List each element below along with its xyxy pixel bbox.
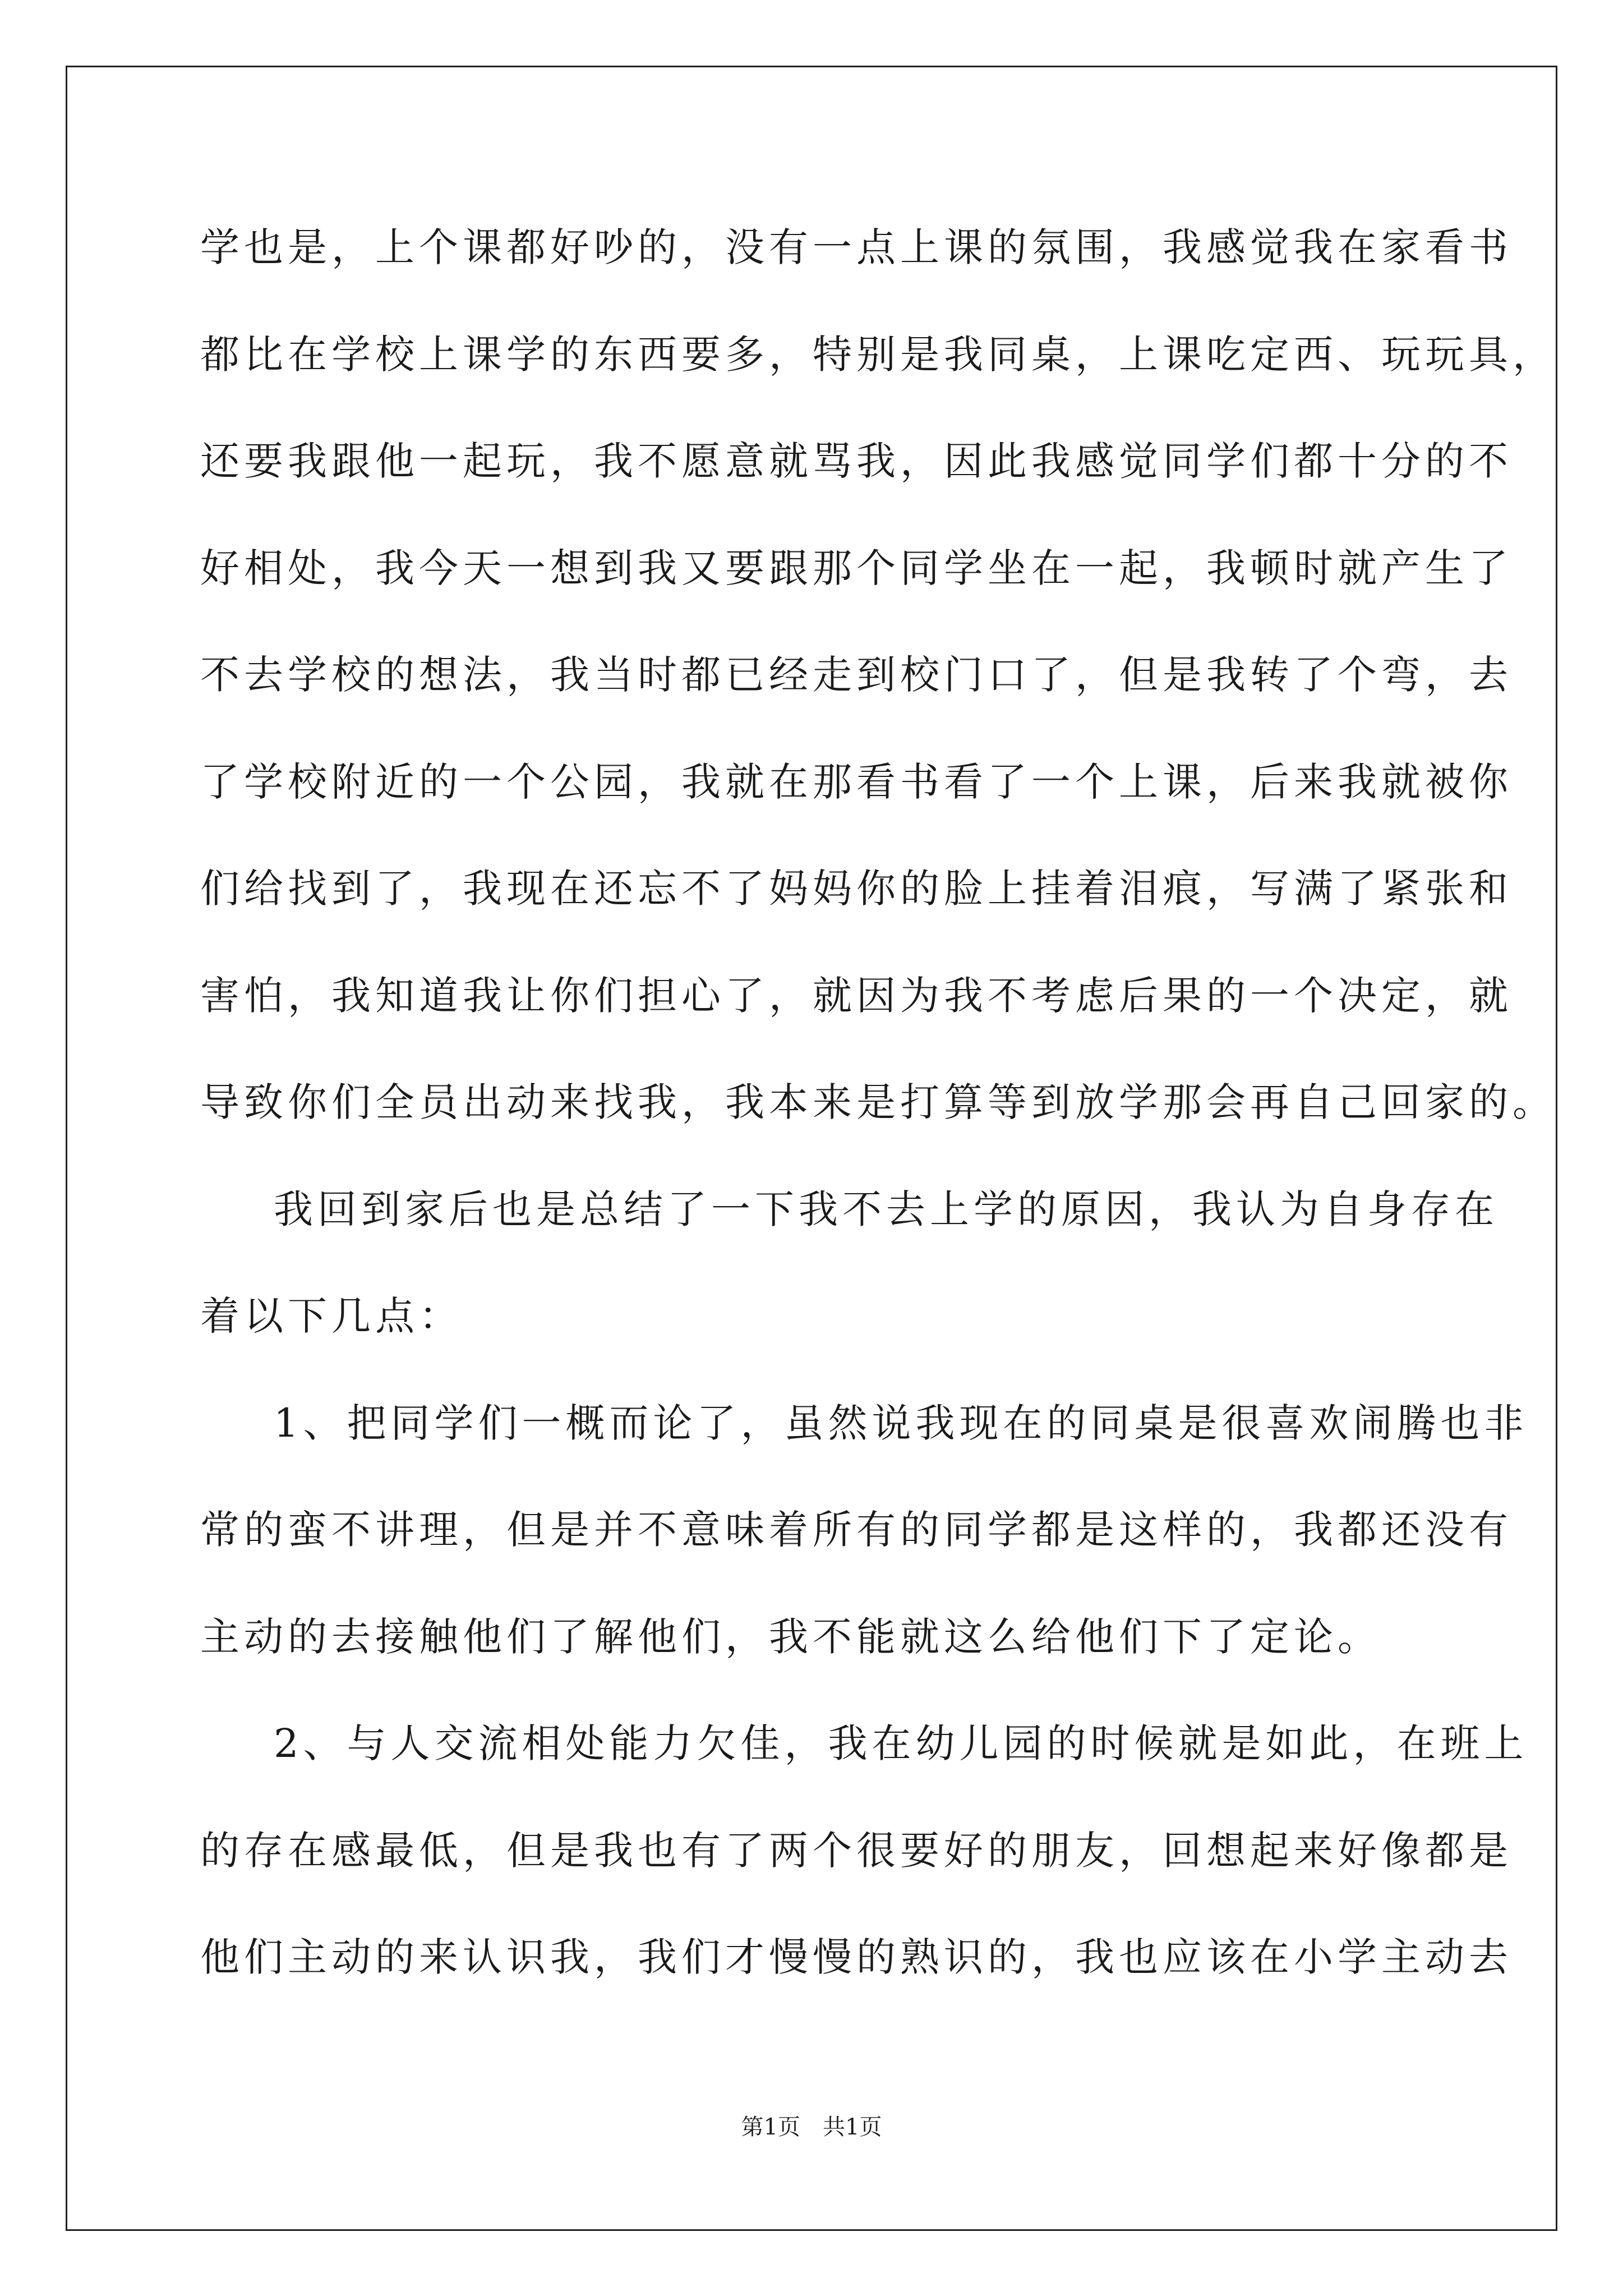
text-line: 2、与人交流相处能力欠佳，我在幼儿园的时候就是如此，在班上 [274,1720,1528,1766]
text-line: 不去学校的想法，我当时都已经走到校门口了，但是我转了个弯，去 [200,652,1513,698]
text-line: 常的蛮不讲理，但是并不意味着所有的同学都是这样的，我都还没有 [200,1507,1513,1553]
text-line: 导致你们全员出动来找我，我本来是打算等到放学那会再自己回家的。 [200,1079,1556,1125]
page-border [66,66,1557,2231]
text-line: 我回到家后也是总结了一下我不去上学的原因，我认为自身存在 [274,1186,1498,1232]
text-line: 学也是，上个课都好吵的，没有一点上课的氛围，我感觉我在家看书 [200,224,1513,270]
text-line: 好相处，我今天一想到我又要跟那个同学坐在一起，我顿时就产生了 [200,545,1513,591]
text-line: 害怕，我知道我让你们担心了，就因为我不考虑后果的一个决定，就 [200,973,1513,1019]
text-line: 都比在学校上课学的东西要多，特别是我同桌，上课吃定西、玩玩具， [200,332,1556,378]
text-line: 还要我跟他一起玩，我不愿意就骂我，因此我感觉同学们都十分的不 [200,438,1513,484]
page-footer [0,2116,1623,2138]
text-line: 了学校附近的一个公园，我就在那看书看了一个上课，后来我就被你 [200,759,1513,805]
page-number-current: 第1页 [741,2114,800,2140]
page-number-total: 共1页 [823,2114,882,2140]
text-line: 的存在感最低，但是我也有了两个很要好的朋友，回想起来好像都是 [200,1828,1513,1874]
text-line: 主动的去接触他们了解他们，我不能就这么给他们下了定论。 [200,1614,1381,1660]
text-line: 们给找到了，我现在还忘不了妈妈你的脸上挂着泪痕，写满了紧张和 [200,866,1513,912]
text-line: 1、把同学们一概而论了，虽然说我现在的同桌是很喜欢闹腾也非 [274,1400,1528,1446]
text-line: 着以下几点： [200,1293,463,1339]
text-line: 他们主动的来认识我，我们才慢慢的熟识的，我也应该在小学主动去 [200,1934,1513,1980]
